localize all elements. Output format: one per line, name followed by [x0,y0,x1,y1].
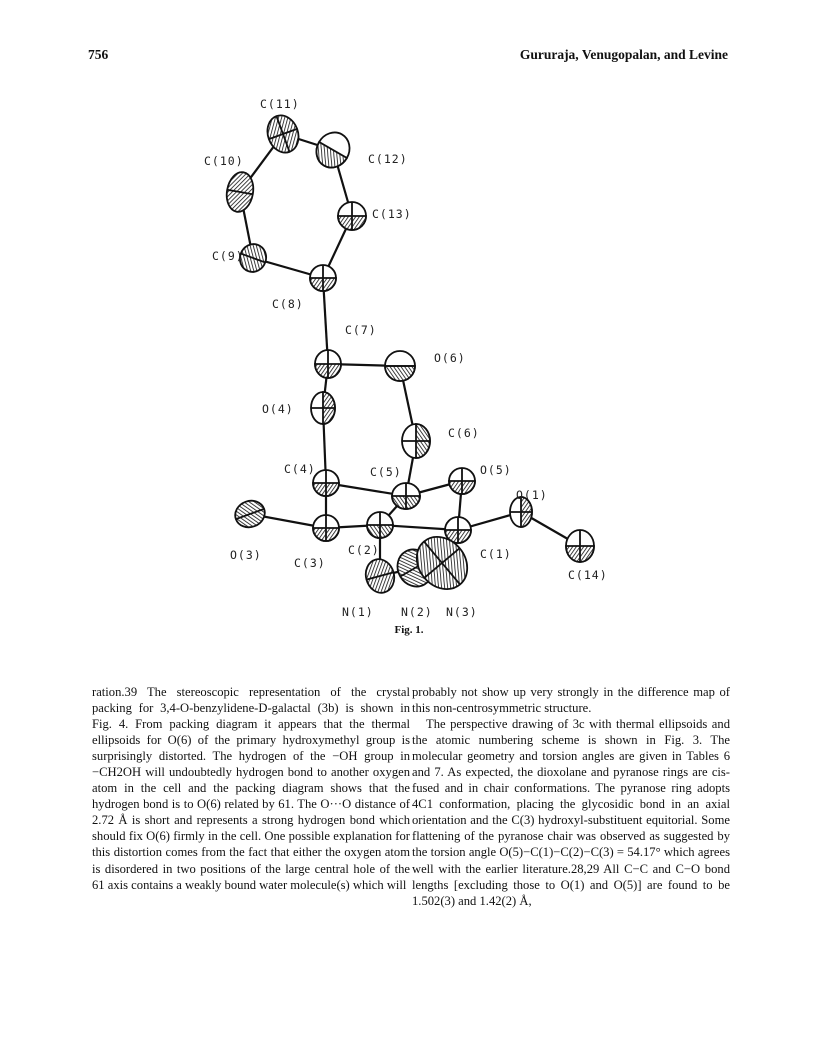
label-c9: C(9) [212,249,244,263]
label-o5: O(5) [480,463,512,477]
label-c6: C(6) [448,426,480,440]
ortep-drawing [190,88,640,648]
label-c1: C(1) [480,547,512,561]
right-column [412,684,730,909]
label-c13: C(13) [372,207,412,221]
label-o3: O(3) [230,548,262,562]
label-c10: C(10) [204,154,244,168]
label-n3: N(3) [446,605,478,619]
label-c12: C(12) [368,152,408,166]
label-o4: O(4) [262,402,294,416]
left-column-text: ration.39 The stereoscopic representation of the crystal packing for 3,4-O-benzylidene-D-galactal (3b) is shown in Fig. 4. From packing diagram it appears that the thermal ellipsoids for O(6) of the primary hydroxymethyl group is surprisingly distorted. The hydrogen of the −OH group in −CH2OH will undoubtedly hydrogen bond to another oxygen atom in the cell and the packing diagram shows that the hydrogen bond is to O(6) related by 61. The O···O distance of 2.72 Å is short and represents a strong hydrogen bond which should fix O(6) firmly in the cell. One possible explanation for this distortion comes from the fact that either the oxygen atom is disordered in two positions of the large central hole of the 61 axis contains a weakly bound water molecule(s) which will [92,685,410,892]
page-number: 756 [88,47,109,62]
label-c2: C(2) [348,543,380,557]
left-column [92,684,410,893]
figure-caption: Fig. 1. [394,624,424,636]
right-paragraph-2: The perspective drawing of 3c with thermal ellipsoids and the atomic numbering scheme is shown in Fig. 3. The molecular geometry and torsion angles are given in Tables 6 and 7. As expected, the dioxolane and pyranose rings are cis-fused and in chair conformations. The pyranose ring adopts 4C1 conformation, placing the glycosidic bond in an axial orientation and the C(3) hydroxyl-substituent equitorial. Some flattening of the pyranose chair was observed as suggested by the torsion angle O(5)−C(1)−C(2)−C(3) = 54.17° which agrees well with the earlier literature.28,29 All C−C and C−O bond lengths [excluding those to O(1) and O(5)] are found to be 1.502(3) and 1.42(2) Å, [412,717,730,908]
label-o6: O(6) [434,351,466,365]
right-paragraph-1: probably not show up very strongly in the difference map of this non-centrosymmetric structure. [412,685,730,716]
label-o1: O(1) [516,488,548,502]
label-c14: C(14) [568,568,608,582]
figure-1 [190,88,640,648]
label-c4: C(4) [284,462,316,476]
label-c5: C(5) [370,465,402,479]
label-c3: C(3) [294,556,326,570]
running-head: Gururaja, Venugopalan, and Levine [519,47,728,62]
page-header [88,47,728,65]
label-c7: C(7) [345,323,377,337]
label-n2: N(2) [401,605,433,619]
label-c8: C(8) [272,297,304,311]
label-n1: N(1) [342,605,374,619]
label-c11: C(11) [260,97,300,111]
